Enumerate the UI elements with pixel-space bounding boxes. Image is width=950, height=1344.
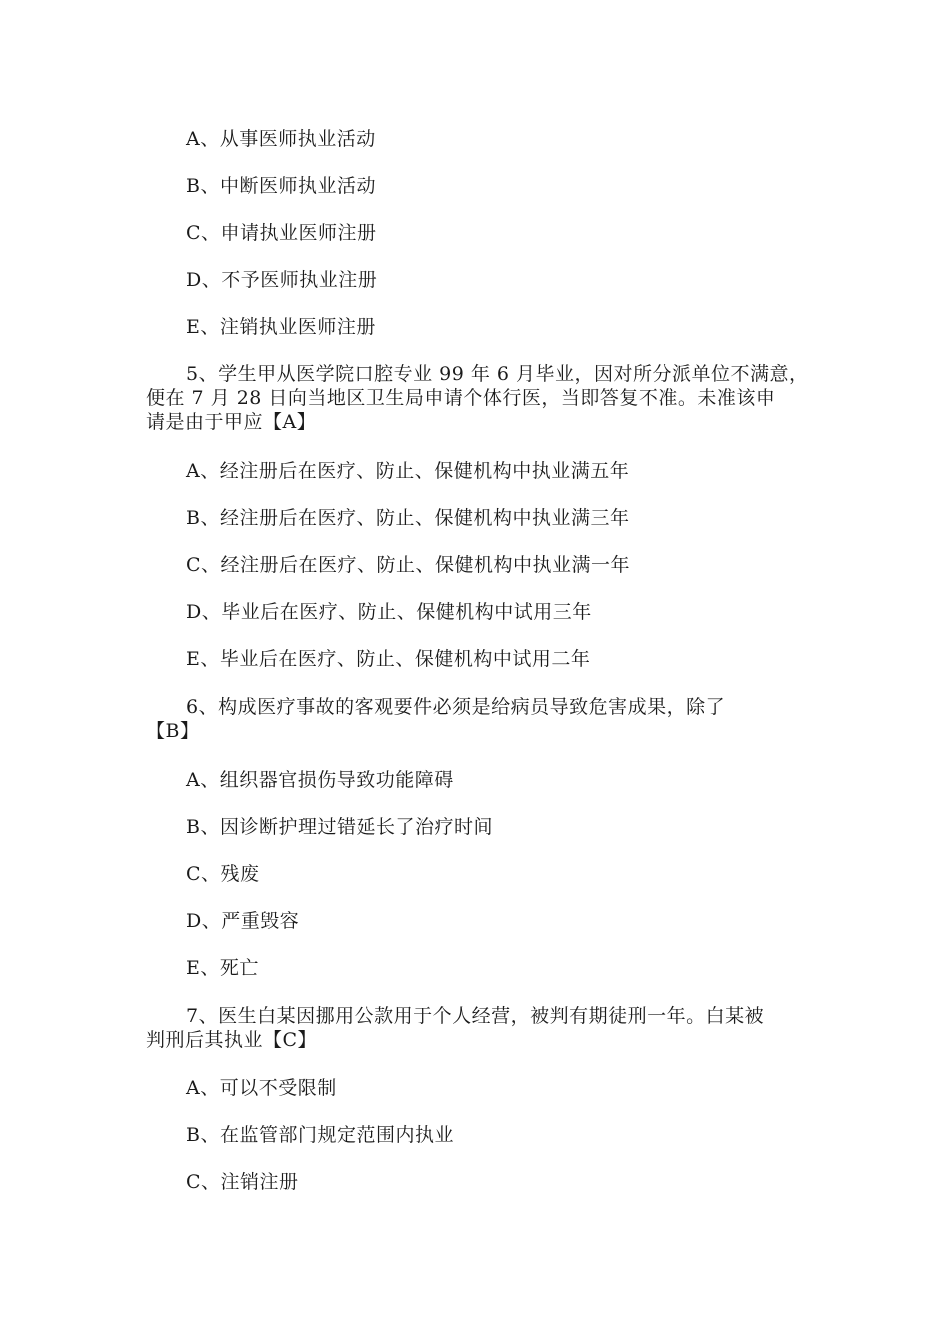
q4-option-b: B、中断医师执业活动 bbox=[186, 175, 376, 197]
q5-option-a: A、经注册后在医疗、防止、保健机构中执业满五年 bbox=[186, 460, 630, 482]
question-7-line-2: 判刑后其执业【C】 bbox=[146, 1029, 318, 1051]
q6-option-c: C、残废 bbox=[186, 863, 260, 885]
question-5-line-2: 便在 7 月 28 日向当地区卫生局申请个体行医，当即答复不准。未准该申 bbox=[146, 387, 776, 409]
q5-option-c: C、经注册后在医疗、防止、保健机构中执业满一年 bbox=[186, 554, 631, 576]
question-5-line-1: 5、学生甲从医学院口腔专业 99 年 6 月毕业，因对所分派单位不满意， bbox=[186, 363, 809, 385]
question-7-line-1: 7、医生白某因挪用公款用于个人经营，被判有期徒刑一年。白某被 bbox=[186, 1005, 765, 1027]
q6-option-b: B、因诊断护理过错延长了治疗时间 bbox=[186, 816, 493, 838]
q6-option-a: A、组织器官损伤导致功能障碍 bbox=[186, 769, 454, 791]
question-6-line-2: 【B】 bbox=[146, 720, 200, 742]
q5-option-e: E、毕业后在医疗、防止、保健机构中试用二年 bbox=[186, 648, 591, 670]
q5-option-b: B、经注册后在医疗、防止、保健机构中执业满三年 bbox=[186, 507, 630, 529]
q4-option-c: C、申请执业医师注册 bbox=[186, 222, 377, 244]
q7-option-b: B、在监管部门规定范围内执业 bbox=[186, 1124, 454, 1146]
q6-option-e: E、死亡 bbox=[186, 957, 259, 979]
question-5 bbox=[146, 362, 809, 434]
q7-option-c: C、注销注册 bbox=[186, 1171, 299, 1193]
q4-option-d: D、不予医师执业注册 bbox=[186, 269, 378, 291]
question-6-line-1: 6、构成医疗事故的客观要件必须是给病员导致危害成果，除了 bbox=[186, 696, 726, 718]
q7-option-a: A、可以不受限制 bbox=[186, 1077, 337, 1099]
q6-option-d: D、严重毁容 bbox=[186, 910, 300, 932]
q5-option-d: D、毕业后在医疗、防止、保健机构中试用三年 bbox=[186, 601, 592, 623]
question-5-line-3: 请是由于甲应【A】 bbox=[146, 411, 317, 433]
question-7 bbox=[146, 1004, 806, 1052]
q4-option-e: E、注销执业医师注册 bbox=[186, 316, 376, 338]
q4-option-a: A、从事医师执业活动 bbox=[186, 128, 376, 150]
question-6 bbox=[146, 695, 806, 743]
